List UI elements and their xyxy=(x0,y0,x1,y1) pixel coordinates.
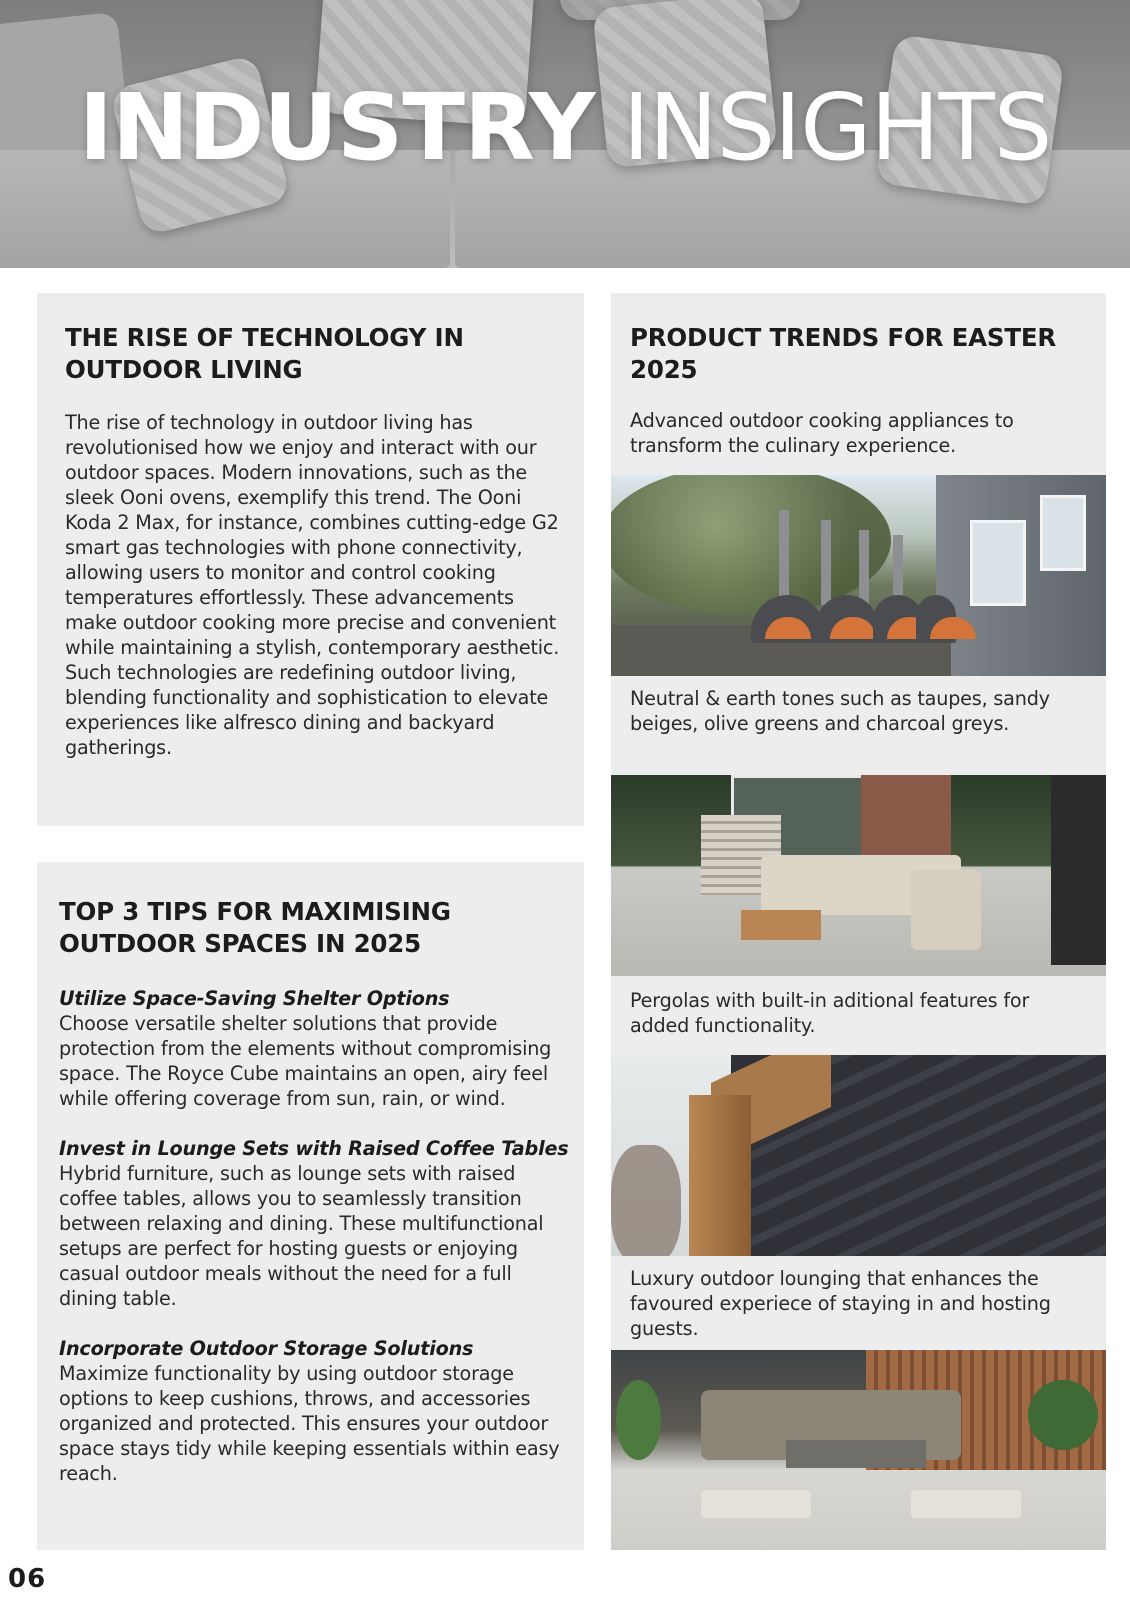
photo-window xyxy=(1040,495,1086,571)
pizza-ovens-photo xyxy=(611,475,1106,676)
hero-banner xyxy=(0,0,1130,268)
tip-item xyxy=(59,1136,574,1311)
photo-tree xyxy=(611,1145,681,1256)
oven-chimney xyxy=(859,530,869,605)
tip-title: Incorporate Outdoor Storage Solutions xyxy=(59,1337,474,1360)
tip-body: Choose versatile shelter solutions that provide protection from the elements without compromising space. The Royce Cube maintains an open, airy feel while offering coverage from sun, rain, or wind. xyxy=(59,1012,552,1110)
photo-dark-fence xyxy=(1051,775,1106,965)
trend-text-tones: Neutral & earth tones such as taupes, sandy beiges, olive greens and charcoal greys. xyxy=(630,687,1050,735)
tip-item xyxy=(59,1336,574,1486)
trend-text-pergolas: Pergolas with built-in aditional features for added functionality. xyxy=(630,989,1030,1037)
article-technology xyxy=(37,293,584,826)
photo-coffee-table xyxy=(741,910,821,940)
page-number: 06 xyxy=(8,1564,47,1594)
article-tips-title: TOP 3 TIPS FOR MAXIMISING OUTDOOR SPACES IN 2025 xyxy=(59,897,451,958)
oven xyxy=(916,595,956,643)
page-title xyxy=(0,74,1130,181)
photo-tree xyxy=(611,475,891,615)
article-tips xyxy=(37,862,584,1550)
article-technology-body: The rise of technology in outdoor living has revolutionised how we enjoy and interact with our outdoor spaces. Modern innovations, such as the sleek Ooni ovens, exemplify this trend. The Ooni Koda 2 Max, for instance, combines cutting-edge G2 smart gas technologies with phone connectivity, allowing users to monitor and control cooking temperatures effortlessly. These advancements make outdoor cooking more precise and convenient while maintaining a stylish, contemporary aesthetic. Such technologies are redefining outdoor living, blending functionality and sophistication to elevate experiences like alfresco dining and backyard gatherings. xyxy=(65,411,560,759)
trend-text-lounging: Luxury outdoor lounging that enhances the favoured experiece of staying in and hosting guests. xyxy=(630,1267,1051,1340)
photo-table xyxy=(786,1440,926,1468)
oven-chimney xyxy=(821,520,831,605)
photo-stool xyxy=(701,1490,811,1518)
page-title-light: INSIGHTS xyxy=(622,74,1052,181)
photo-plant xyxy=(616,1380,661,1460)
article-technology-title: THE RISE OF TECHNOLOGY IN OUTDOOR LIVING xyxy=(65,323,464,384)
pergola-photo xyxy=(611,1055,1106,1256)
lounge-dining-photo xyxy=(611,1350,1106,1550)
trend-text-cooking: Advanced outdoor cooking appliances to transform the culinary experience. xyxy=(630,409,1014,457)
page-title-bold: INDUSTRY xyxy=(78,74,595,181)
pergola-post xyxy=(689,1095,751,1256)
photo-sofa xyxy=(911,870,981,950)
lounge-set-photo xyxy=(611,775,1106,976)
tip-body: Hybrid furniture, such as lounge sets with raised coffee tables, allows you to seamlessly transition between relaxing and dining. These multifunctional setups are perfect for hosting guests or enjoying casual outdoor meals without the need for a full dining table. xyxy=(59,1162,544,1310)
photo-stool xyxy=(911,1490,1021,1518)
tip-item xyxy=(59,986,574,1111)
tip-title: Utilize Space-Saving Shelter Options xyxy=(59,987,450,1010)
tip-body: Maximize functionality by using outdoor storage options to keep cushions, throws, and accessories organized and protected. This ensures your outdoor space stays tidy while keeping essentials within easy reach. xyxy=(59,1362,560,1485)
tip-title: Invest in Lounge Sets with Raised Coffee Tables xyxy=(59,1137,569,1160)
product-trends-title: PRODUCT TRENDS FOR EASTER 2025 xyxy=(630,323,1057,384)
oven-chimney xyxy=(779,510,789,605)
photo-window xyxy=(970,520,1026,606)
product-trends xyxy=(611,293,1106,1550)
tips-list xyxy=(59,986,574,1511)
photo-plant xyxy=(1028,1380,1098,1450)
